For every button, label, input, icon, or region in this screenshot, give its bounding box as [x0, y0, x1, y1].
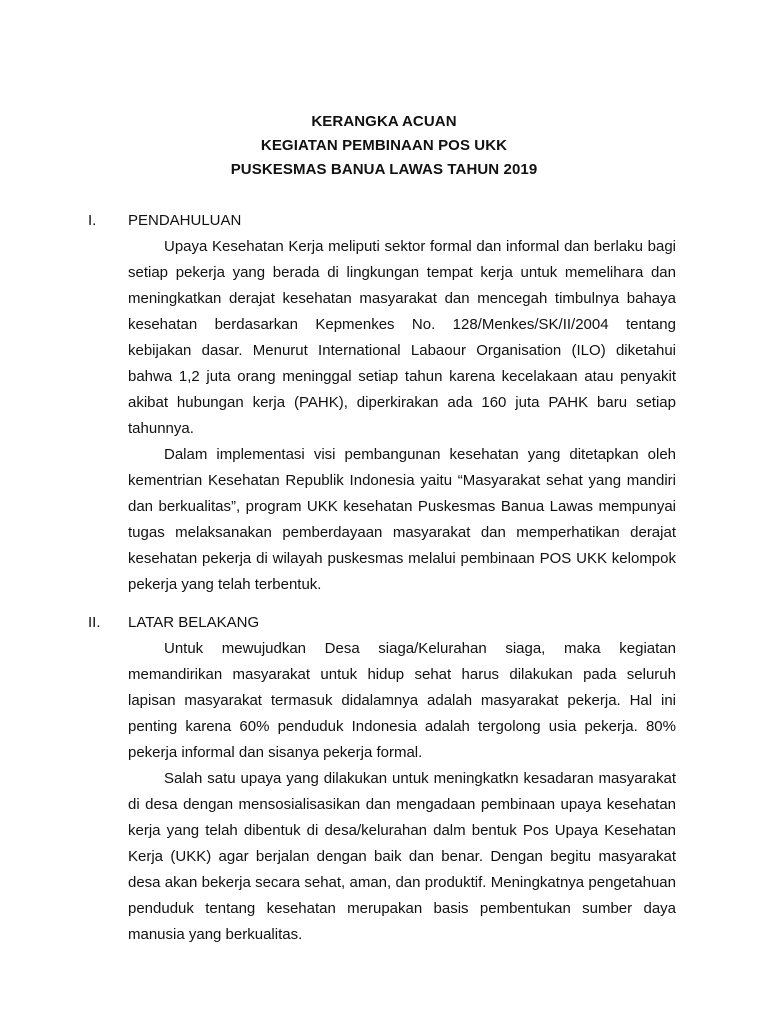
section-pendahuluan	[88, 208, 676, 598]
title-line-1: KERANGKA ACUAN	[311, 113, 457, 130]
document-title	[0, 110, 768, 182]
paragraph: Untuk mewujudkan Desa siaga/Kelurahan siaga, maka kegiatan memandirikan masyarakat untuk hidup sehat harus dilakukan pada seluruh lapisan masyarakat termasuk didalamnya adalah masyarakat pekerja. Hal ini penting karena 60% penduduk Indonesia adalah tergolong usia pekerja. 80% pekerja informal dan sisanya pekerja formal.	[128, 640, 676, 761]
paragraph: Upaya Kesehatan Kerja meliputi sektor formal dan informal dan berlaku bagi setiap pekerja yang berada di lingkungan tempat kerja untuk memelihara dan meningkatkan derajat kesehatan masyarakat dan mencegah timbulnya bahaya kesehatan berdasarkan Kepmenkes No. 128/Menkes/SK/II/2004 tentang kebijakan dasar. Menurut International Labaour Organisation (ILO) diketahui bahwa 1,2 juta orang meninggal setiap tahun karena kecelakaan atau penyakit akibat hubungan kerja (PAHK), diperkirakan ada 160 juta PAHK baru setiap tahunnya.	[128, 238, 676, 437]
section-latar-belakang	[88, 610, 676, 948]
section-number: I.	[88, 212, 97, 229]
section-title: PENDAHULUAN	[128, 212, 242, 229]
section-heading	[88, 208, 676, 234]
section-heading	[88, 610, 676, 636]
paragraph: Dalam implementasi visi pembangunan kesehatan yang ditetapkan oleh kementrian Kesehatan Republik Indonesia yaitu “Masyarakat sehat yang mandiri dan berkualitas”, program UKK kesehatan Puskesmas Banua Lawas mempunyai tugas melaksanakan pemberdayaan masyarakat dan memperhatikan derajat kesehatan pekerja di wilayah puskesmas melalui pembinaan POS UKK kelompok pekerja yang telah terbentuk.	[128, 446, 676, 593]
paragraph: Salah satu upaya yang dilakukan untuk meningkatkn kesadaran masyarakat di desa dengan mensosialisasikan dan mengadaan pembinaan upaya kesehatan kerja yang telah dibentuk di desa/kelurahan dalm bentuk Pos Upaya Kesehatan Kerja (UKK) agar berjalan dengan baik dan benar. Dengan begitu masyarakat desa akan bekerja secara sehat, aman, dan produktif. Meningkatnya pengetahuan penduduk tentang kesehatan merupakan basis pembentukan sumber daya manusia yang berkualitas.	[128, 770, 676, 943]
title-line-3: PUSKESMAS BANUA LAWAS TAHUN 2019	[230, 161, 538, 178]
title-line-2: KEGIATAN PEMBINAAN POS UKK	[260, 137, 508, 154]
section-title: LATAR BELAKANG	[128, 614, 260, 631]
section-number: II.	[88, 614, 101, 631]
